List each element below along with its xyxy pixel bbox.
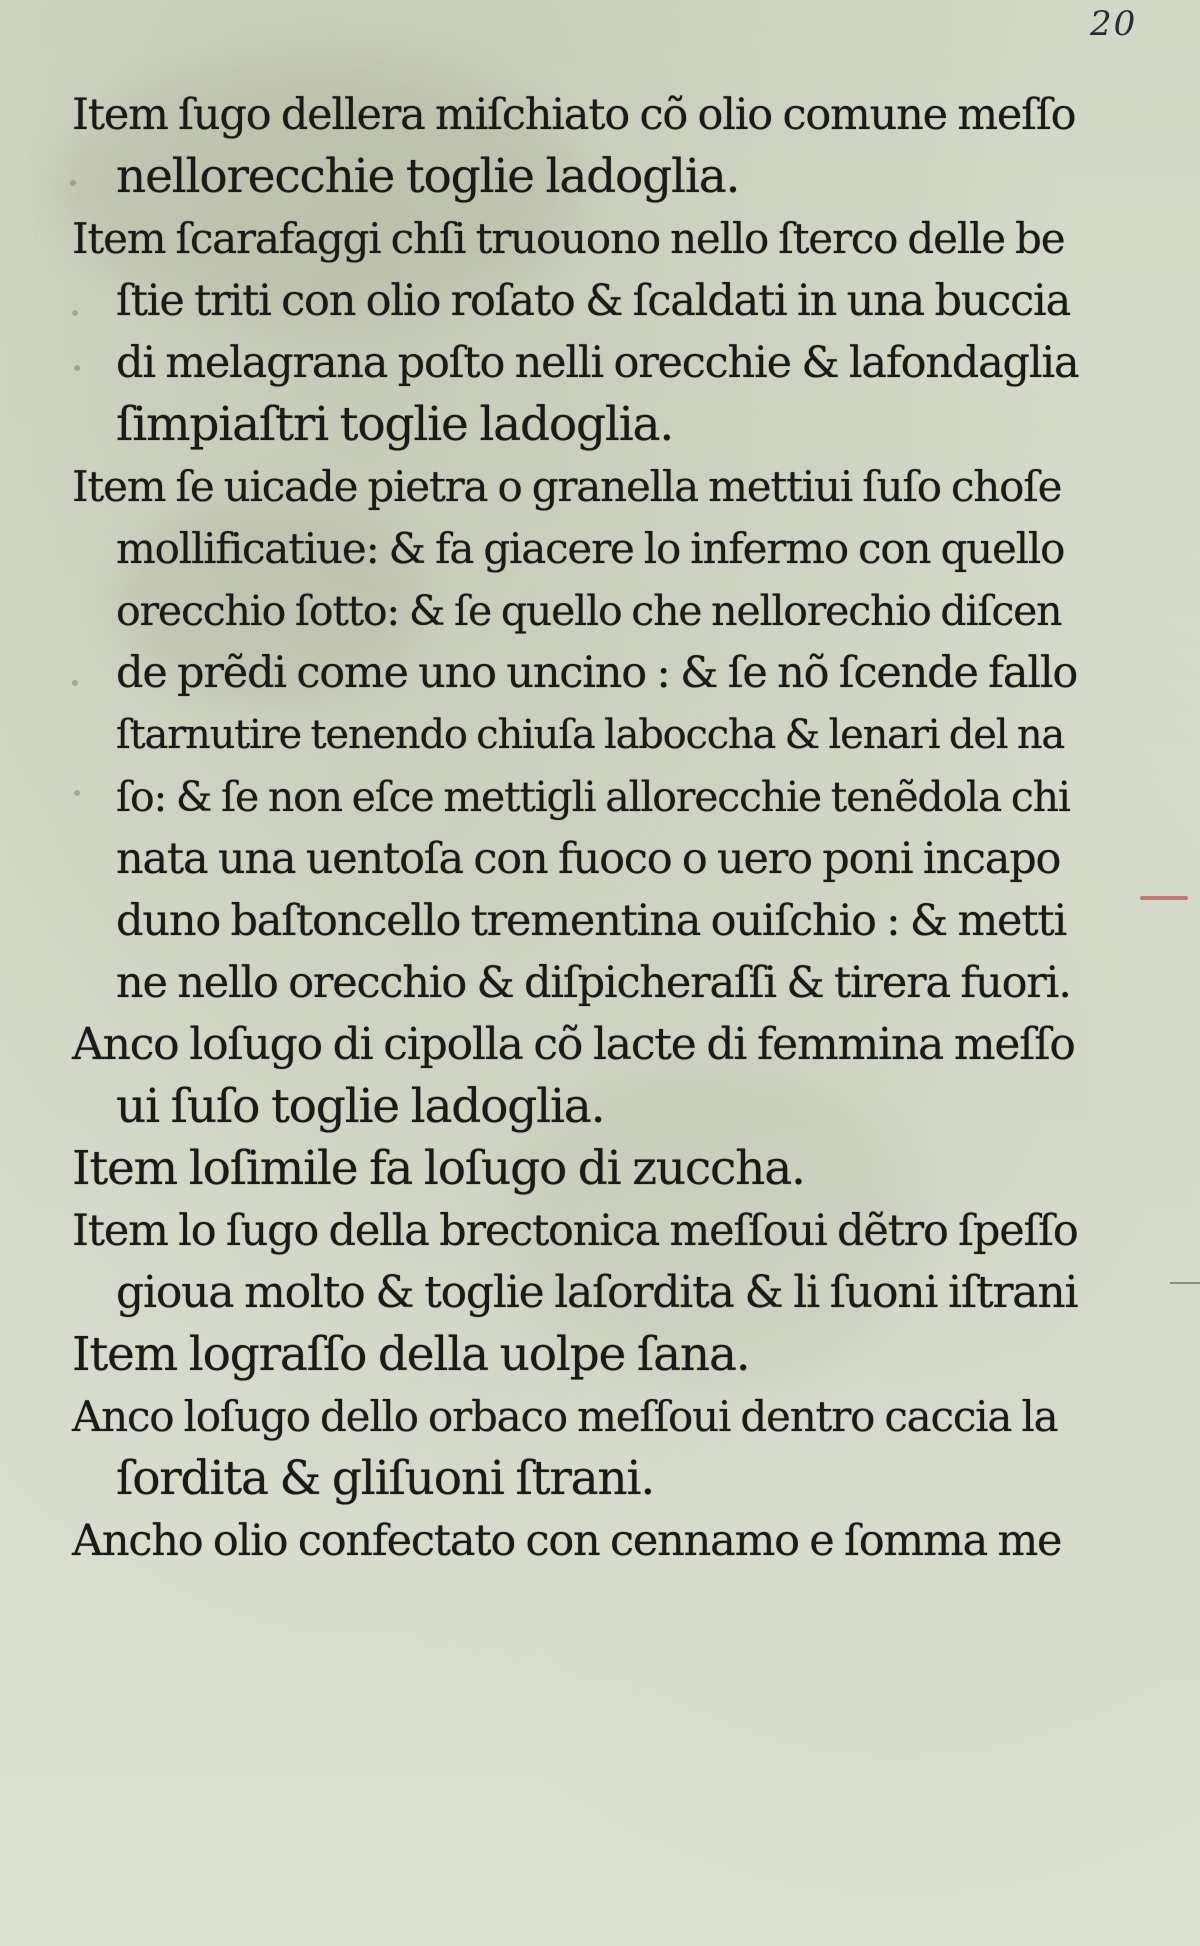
page-number: 20 [1090, 4, 1138, 44]
text-line: de prẽdi come uno uncino : & ſe nõ ſcende fallo [116, 648, 1078, 698]
text-block [72, 84, 1082, 1572]
text-line: Item loſimile fa loſugo di zuccha. [72, 1141, 805, 1196]
text-line: ne nello orecchio & diſpicheraſſi & tirera fuori. [116, 958, 1071, 1008]
text-line: ſo: & ſe non eſce mettigli allorecchie tenẽdola chi [116, 773, 1070, 821]
text-line: Item lo ſugo della brectonica meſſoui dẽtro ſpeſſo [72, 1206, 1078, 1256]
text-line: Anco loſugo di cipolla cõ lacte di femmina meſſo [72, 1019, 1075, 1070]
text-line: gioua molto & toglie laſordita & li ſuoni iſtrani [116, 1267, 1078, 1318]
text-line: nata una uentoſa con fuoco o uero poni incapo [116, 834, 1061, 884]
text-line: orecchio ſotto: & ſe quello che nellorechio diſcen [116, 587, 1062, 635]
text-line: Item ſcarafaggi chſi truouono nello ſterco delle be [72, 214, 1065, 263]
text-line: di melagrana poſto nelli orecchie & lafondaglia [116, 338, 1079, 388]
text-line: Anco loſugo dello orbaco meſſoui dentro caccia la [72, 1392, 1058, 1441]
text-line: ſtarnutire tenendo chiuſa laboccha & lenari del na [116, 712, 1065, 758]
text-line: ui ſuſo toglie ladoglia. [116, 1079, 605, 1134]
text-line: nellorecchie toglie ladoglia. [116, 149, 740, 204]
text-line: Ancho olio confectato con cennamo e ſomma me [72, 1516, 1062, 1566]
text-line: ſordita & gliſuoni ſtrani. [116, 1451, 655, 1506]
edge-mark [1170, 1282, 1200, 1284]
text-line: ſtie triti con olio roſato & ſcaldati in una buccia [116, 276, 1071, 326]
text-line: duno baſtoncello trementina ouiſchio : & metti [116, 896, 1066, 946]
red-ink-mark [1140, 896, 1188, 900]
text-line: ſimpiaſtri toglie ladoglia. [116, 397, 674, 452]
text-line: Item lograſſo della uolpe ſana. [72, 1327, 750, 1382]
text-line: mollificatiue: & fa giacere lo infermo con quello [116, 524, 1065, 573]
text-line: Item ſugo dellera miſchiato cõ olio comune meſſo [72, 90, 1076, 140]
text-line: Item ſe uicade pietra o granella mettiui ſuſo choſe [72, 462, 1062, 511]
